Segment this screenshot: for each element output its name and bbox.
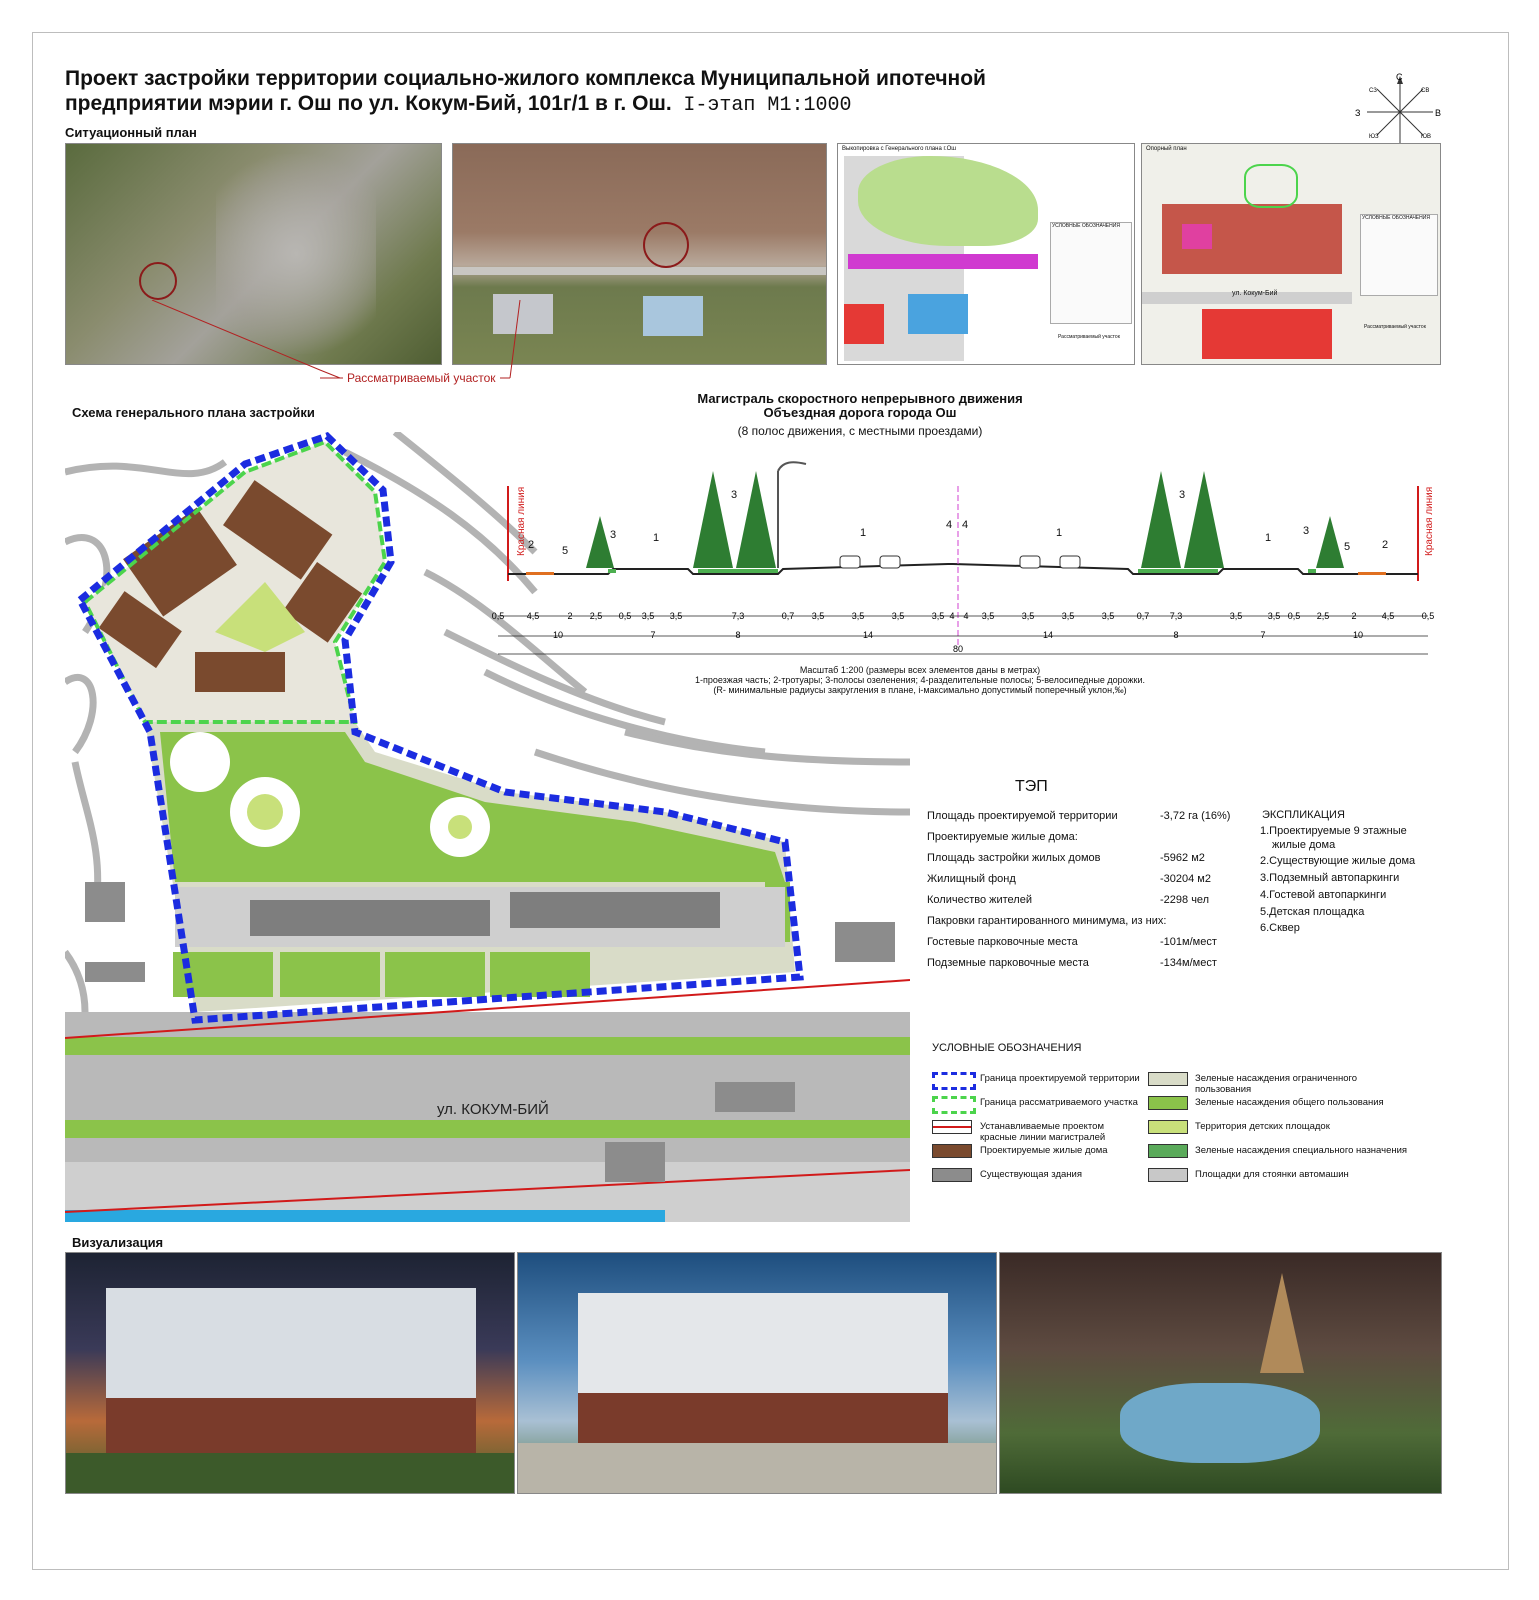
section-dim-label: 0,5	[1287, 611, 1301, 621]
site-circle-marker-2	[643, 222, 689, 268]
section-dim-label: 0,5	[618, 611, 632, 621]
legend-swatch	[1148, 1096, 1188, 1110]
section-dim-label: 7,3	[731, 611, 745, 621]
tep-label: Жилищный фонд	[927, 873, 1016, 885]
explication-item: 1.Проектируемые 9 этажные	[1260, 825, 1407, 837]
tep-label: Гостевые парковочные места	[927, 936, 1078, 948]
section-notes: Масштаб 1:200 (размеры всех элементов даны в метрах) 1-проезжая часть; 2-тротуары; 3-полосы озеленения; 4-разделительные полосы; 5-велосипедные дорожки. (R- минимальные радиусы закругления в плане, i-максимально допустимый поперечный уклон,‰)	[694, 665, 1146, 695]
svg-text:1: 1	[1056, 527, 1063, 539]
section-dim-label: 0,5	[491, 611, 505, 621]
section-dim-label: 3,5	[641, 611, 655, 621]
legend-swatch	[1148, 1168, 1188, 1182]
red-line-left: Красная линия	[516, 486, 527, 556]
base-plan-map: Опорный план ул. Кокум-Бий УСЛОВНЫЕ ОБОЗНАЧЕНИЯ Рассматриваемый участок	[1141, 143, 1441, 365]
section-dim-group-label: 14	[1042, 630, 1054, 640]
svg-text:1: 1	[860, 527, 867, 539]
section-dim-group-label: 7	[1260, 630, 1266, 640]
svg-text:4: 4	[962, 519, 969, 531]
legend-swatch	[932, 1144, 972, 1158]
legend-swatch	[932, 1168, 972, 1182]
section-dim-label: 4	[963, 611, 969, 621]
section-dim-label: 0,7	[781, 611, 795, 621]
svg-text:3: 3	[610, 529, 617, 541]
section-dim-label: 2	[567, 611, 573, 621]
section-dim-label: 3,5	[1061, 611, 1075, 621]
compass-se: ЮВ	[1421, 134, 1432, 140]
section-dim-group-label: 10	[552, 630, 564, 640]
legend-heading: УСЛОВНЫЕ ОБОЗНАЧЕНИЯ	[932, 1042, 1082, 1054]
section-dim-label: 3,5	[891, 611, 905, 621]
explication-item: 3.Подземный автопаркинги	[1260, 872, 1400, 884]
tep-label: Площадь застройки жилых домов	[927, 852, 1101, 864]
section-dim-label: 3,5	[1101, 611, 1115, 621]
tep-label: Пакровки гарантированного минимума, из них:	[927, 915, 1167, 927]
section-dim-label: 2	[1351, 611, 1357, 621]
compass-nw: СЗ	[1369, 88, 1377, 94]
compass-e: В	[1435, 108, 1442, 118]
svg-text:3: 3	[1179, 489, 1186, 501]
section-dim-label: 3,5	[811, 611, 825, 621]
compass-rose-icon	[1355, 72, 1450, 152]
title-line-1: Проект застройки территории социально-жилого комплекса Муниципальной ипотечной	[65, 67, 986, 90]
explication-heading: ЭКСПЛИКАЦИЯ	[1262, 809, 1345, 821]
tep-value: -101м/мест	[1160, 936, 1217, 948]
red-line-right: Красная линия	[1424, 486, 1435, 556]
section-dim-label: 4,5	[526, 611, 540, 621]
tep-label: Подземные парковочные места	[927, 957, 1089, 969]
explication-item: жилые дома	[1272, 839, 1336, 851]
legend-label: Территория детских площадок	[1195, 1121, 1330, 1132]
legend-label: Устанавливаемые проектом красные линии магистралей	[980, 1121, 1106, 1143]
legend-swatch	[932, 1096, 976, 1114]
section-dim-label: 3,5	[981, 611, 995, 621]
explication-item: 4.Гостевой автопаркинги	[1260, 889, 1387, 901]
svg-text:5: 5	[562, 545, 569, 557]
tep-value: -2298 чел	[1160, 894, 1210, 906]
explication-item: 6.Сквер	[1260, 922, 1300, 934]
legend-label: Граница проектируемой территории	[980, 1073, 1140, 1084]
section-dim-label: 3,5	[1229, 611, 1243, 621]
legend-swatch	[932, 1072, 976, 1090]
section-total-width: 80	[952, 644, 964, 654]
section-dim-group-label: 14	[862, 630, 874, 640]
legend-label: Проектируемые жилые дома	[980, 1145, 1108, 1156]
legend-label: Граница рассматриваемого участка	[980, 1097, 1138, 1108]
situation-heading: Ситуационный план	[65, 125, 197, 140]
section-dim-label: 3,5	[851, 611, 865, 621]
compass-w: З	[1355, 108, 1361, 118]
legend-swatch	[932, 1120, 972, 1134]
svg-text:3: 3	[731, 489, 738, 501]
section-dim-label: 3,5	[1267, 611, 1281, 621]
legend-label: Зеленые насаждения общего пользования	[1195, 1097, 1384, 1108]
tep-value: -30204 м2	[1160, 873, 1211, 885]
road-cross-section	[488, 456, 1448, 671]
svg-text:1: 1	[1265, 532, 1272, 544]
tep-label: Площадь проектируемой территории	[927, 810, 1118, 822]
section-dim-label: 0,5	[1421, 611, 1435, 621]
svg-text:2: 2	[528, 539, 535, 551]
compass-sw: ЮЗ	[1369, 134, 1379, 140]
general-plan-extract: Выкопировка с Генерального плана г.Ош УСЛОВНЫЕ ОБОЗНАЧЕНИЯ Рассматриваемый участок	[837, 143, 1135, 365]
svg-text:1: 1	[653, 532, 660, 544]
tep-value: -5962 м2	[1160, 852, 1205, 864]
legend-label: Площадки для стоянки автомашин	[1195, 1169, 1349, 1180]
section-dim-group-label: 10	[1352, 630, 1364, 640]
section-dim-label: 3,5	[1021, 611, 1035, 621]
render-playground-view	[999, 1252, 1442, 1494]
legend-label: Существующая здания	[980, 1169, 1082, 1180]
section-dim-group-label: 7	[650, 630, 656, 640]
tep-label: Проектируемые жилые дома:	[927, 831, 1078, 843]
svg-text:3: 3	[1303, 525, 1310, 537]
section-dim-label: 2,5	[1316, 611, 1330, 621]
section-dim-group-label: 8	[735, 630, 741, 640]
section-dim-label: 2,5	[589, 611, 603, 621]
section-dim-label: 4	[949, 611, 955, 621]
visualization-heading: Визуализация	[72, 1235, 164, 1250]
tep-value: -134м/мест	[1160, 957, 1217, 969]
tep-value: -3,72 га (16%)	[1160, 810, 1231, 822]
scheme-heading: Схема генерального плана застройки	[72, 405, 315, 420]
render-night-view	[65, 1252, 515, 1494]
section-dim-label: 0,7	[1136, 611, 1150, 621]
svg-text:5: 5	[1344, 541, 1351, 553]
legend-swatch	[1148, 1120, 1188, 1134]
section-subtitle: (8 полос движения, с местными проездами)	[737, 424, 983, 438]
explication-item: 5.Детская площадка	[1260, 906, 1365, 918]
compass-n: С	[1396, 72, 1403, 82]
section-dim-label: 7,3	[1169, 611, 1183, 621]
section-dim-group-label: 8	[1173, 630, 1179, 640]
page-title	[65, 66, 1065, 118]
section-dim-label: 3,5	[931, 611, 945, 621]
tep-label: Количество жителей	[927, 894, 1032, 906]
compass-ne: СВ	[1421, 88, 1430, 94]
legend-label: Зеленые насаждения специального назначения	[1195, 1145, 1408, 1156]
svg-text:2: 2	[1382, 539, 1389, 551]
legend-swatch	[1148, 1144, 1188, 1158]
tep-heading: ТЭП	[1015, 778, 1048, 795]
section-dim-label: 3,5	[669, 611, 683, 621]
section-title: Магистраль скоростного непрерывного движения Объездная дорога города Ош	[697, 391, 1023, 420]
site-circle-marker	[139, 262, 177, 300]
street-label: ул. КОКУМ-БИЙ	[437, 1101, 549, 1118]
title-line-2: предприятии мэрии г. Ош по ул. Кокум-Бий, 101г/1 в г. Ош.	[65, 92, 672, 115]
site-callout-label: Рассматриваемый участок	[343, 371, 500, 385]
explication-item: 2.Существующие жилые дома	[1260, 855, 1416, 867]
title-stage: I-этап М1:1000	[683, 94, 852, 117]
section-dim-label: 4,5	[1381, 611, 1395, 621]
render-day-view	[517, 1252, 997, 1494]
svg-text:4: 4	[946, 519, 953, 531]
legend-label: Зеленые насаждения ограниченного пользования	[1195, 1073, 1358, 1095]
legend-swatch	[1148, 1072, 1188, 1086]
